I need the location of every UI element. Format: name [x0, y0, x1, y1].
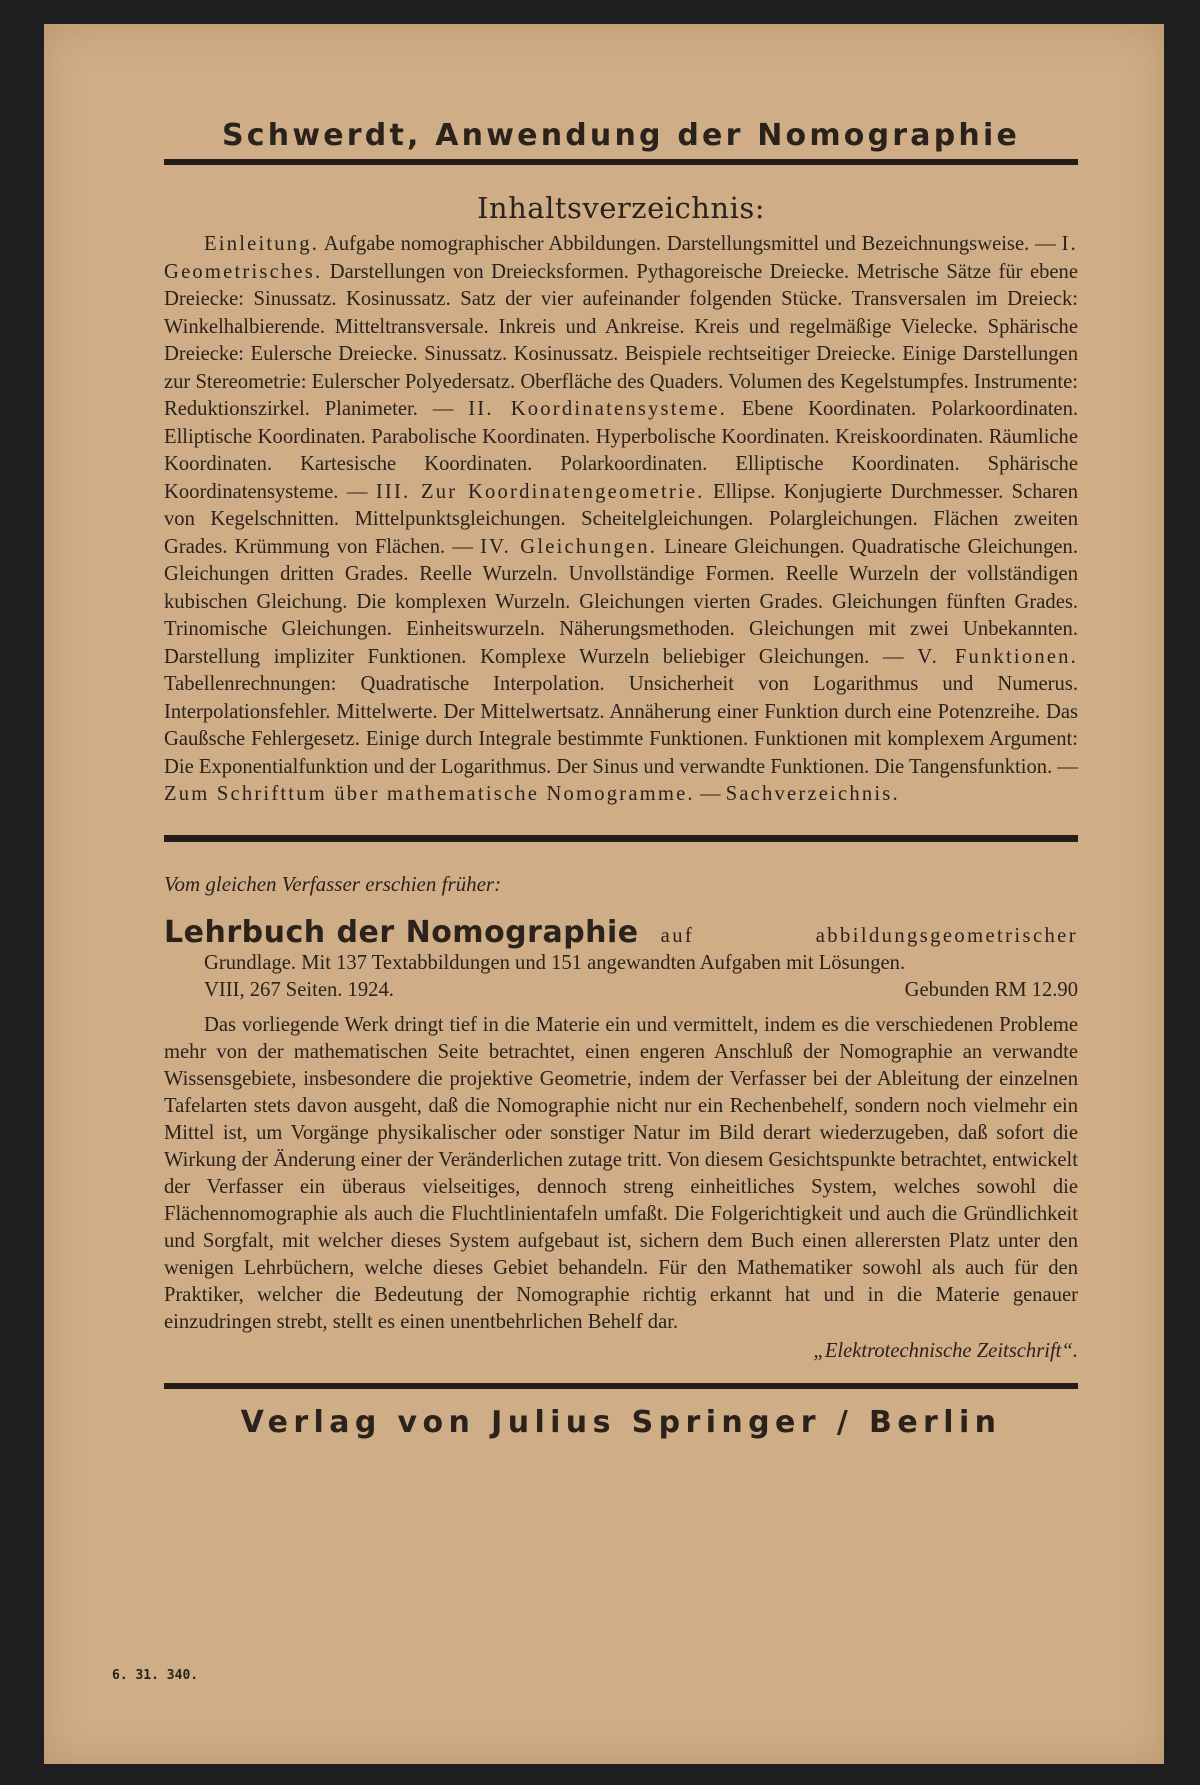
- print-code: 6. 31. 340.: [112, 1668, 199, 1683]
- book-pub-details: VIII, 267 Seiten. 1924.: [204, 978, 394, 1001]
- toc-text: Ellipse. Konjugierte Durchmesser. Scharen von Kegelschnitten. Mittelpunktsgleichungen. Scheitelgleichungen. Polargleichungen. Flächen zweiten Grades. Krümmung von Flächen. —: [164, 480, 1078, 558]
- book-description: Das vorliegende Werk dringt tief in die Materie ein und vermittelt, indem es die verschiedenen Probleme mehr von der mathematischen Seite betrachtet, einen engeren Anschluß der Nomographie an verwandte Wissensgebiete, insbesondere die projektive Geometrie, indem der Verfasser bei der Ableitung der einzelnen Tafelarten stets davon ausgeht, daß die Nomographie nicht nur ein Rechenbehelf, sondern noch vielmehr ein Mittel ist, um Vorgänge physikalischer oder sonstiger Natur im Bild derart wiederzugeben, daß sofort die Wirkung der Änderung einer der Veränderlichen zutage tritt. Von diesem Gesichtspunkte betrachtet, entwickelt der Verfasser ein überaus vielseitiges, dennoch streng einheitliches System, welches sowohl die Flächennomographie als auch die Fluchtlinientafeln umfaßt. Die Folgerichtigkeit und auch die Gründlichkeit und Sorgfalt, mit welcher dieses System aufgebaut ist, sichern dem Buch einen allerersten Platz unter den wenigen Lehrbüchern, welche dieses Gebiet behandeln. Für den Mathematiker sowohl als auch für den Praktiker, welcher die Bedeutung der Nomographie richtig erkannt hat und in die Materie genauer einzudringen strebt, stellt es einen unentbehrlichen Behelf dar.: [164, 1013, 1078, 1333]
- book-title-line: [164, 914, 1078, 950]
- toc-text: Aufgabe nomographischer Abbildungen. Darstellungsmittel und Bezeichnungsweise. —: [319, 233, 1062, 255]
- section-divider: [164, 835, 1078, 842]
- toc-section-heading: III. Zur Koordinatengeometrie.: [375, 480, 705, 503]
- publisher-line: Verlag von Julius Springer / Berlin: [240, 1404, 1002, 1440]
- earlier-works-label: Vom gleichen Verfasser erschien früher:: [164, 871, 502, 896]
- toc-heading: Inhaltsverzeichnis:: [476, 191, 766, 225]
- book-entry: [164, 914, 1078, 1365]
- toc-text: —: [694, 783, 726, 805]
- book-title: Lehrbuch der Nomographie: [164, 914, 639, 950]
- toc-body: [164, 231, 1078, 809]
- toc-text: Lineare Gleichungen. Quadratische Gleichungen. Gleichungen dritten Grades. Reelle Wurzeln. Unvollständige Formen. Reelle Wurzeln der vollständigen kubischen Gleichung. Die komplexen Wurzeln. Gleichungen vierten Grades. Gleichungen fünften Grades. Trinomische Gleichungen. Einheitswurzeln. Näherungsmethoden. Gleichungen mit zwei Unbekannten. Darstellung impliziter Funktionen. Komplexe Wurzeln beliebiger Gleichungen. —: [164, 535, 1078, 668]
- review-source: „Elektrotechnische Zeitschrift“.: [813, 1339, 1078, 1362]
- toc-section-heading: Einleitung.: [204, 233, 320, 255]
- book-price: Gebunden RM 12.90: [904, 978, 1078, 1001]
- publisher-rule: [164, 1383, 1078, 1389]
- toc-text: Tabellenrechnungen: Quadratische Interpolation. Unsicherheit von Logarithmus und Numerus. Interpolationsfehler. Mittelwerte. Der Mittelwertsatz. Annäherung einer Funktion durch eine Potenzreihe. Das Gaußsche Fehlergesetz. Einige durch Integrale bestimmte Funktionen. Funktionen mit komplexem Argument: Die Exponentialfunktion und der Logarithmus. Der Sinus und verwandte Funktionen. Die Tangensfunktion. —: [164, 673, 1078, 778]
- toc-text: Darstellungen von Dreiecksformen. Pythagoreische Dreiecke. Metrische Sätze für ebene Dreiecke: Sinussatz. Kosinussatz. Satz der vier aufeinander folgenden Stücke. Transversalen im Dreieck: Winkelhalbierende. Mitteltransversale. Inkreis und Ankreise. Kreis und regelmäßige Vielecke. Sphärische Dreiecke: Eulersche Dreiecke. Sinussatz. Kosinussatz. Beispiele rechtseitiger Dreiecke. Einige Darstellungen zur Stereometrie: Eulerscher Polyedersatz. Oberfläche des Quaders. Volumen des Kegelstumpfes. Instrumente: Reduktionszirkel. Planimeter. —: [164, 260, 1078, 420]
- toc-section-heading: IV. Gleichungen.: [480, 535, 658, 558]
- toc-section-heading: II. Koordinatensysteme.: [468, 398, 727, 420]
- toc-section-heading: Zum Schrifttum über mathematische Nomogramme.: [164, 783, 695, 805]
- toc-section-heading: Sachverzeichnis.: [725, 783, 900, 805]
- book-subtitle-2: Grundlage. Mit 137 Textabbildungen und 151 angewandten Aufgaben mit Lösungen.: [204, 951, 906, 974]
- toc-section-heading: I. Geometrisches.: [164, 233, 1078, 283]
- page-content: [164, 118, 1078, 1440]
- book-subtitle-1: auf abbildungsgeometrischer: [660, 924, 1078, 947]
- page-title: Schwerdt, Anwendung der Nomographie: [222, 118, 1020, 153]
- toc-text: Ebene Koordinaten. Polarkoordinaten. Elliptische Koordinaten. Parabolische Koordinaten. Hyperbolische Koordinaten. Kreiskoordinaten. Räumliche Koordinaten. Kartesische Koordinaten. Polarkoordinaten. Elliptische Koordinaten. Sphärische Koordinatensysteme. —: [164, 398, 1079, 503]
- title-rule: [164, 159, 1078, 165]
- book-publication-row: [164, 977, 1078, 1004]
- toc-section-heading: V. Funktionen.: [917, 645, 1078, 668]
